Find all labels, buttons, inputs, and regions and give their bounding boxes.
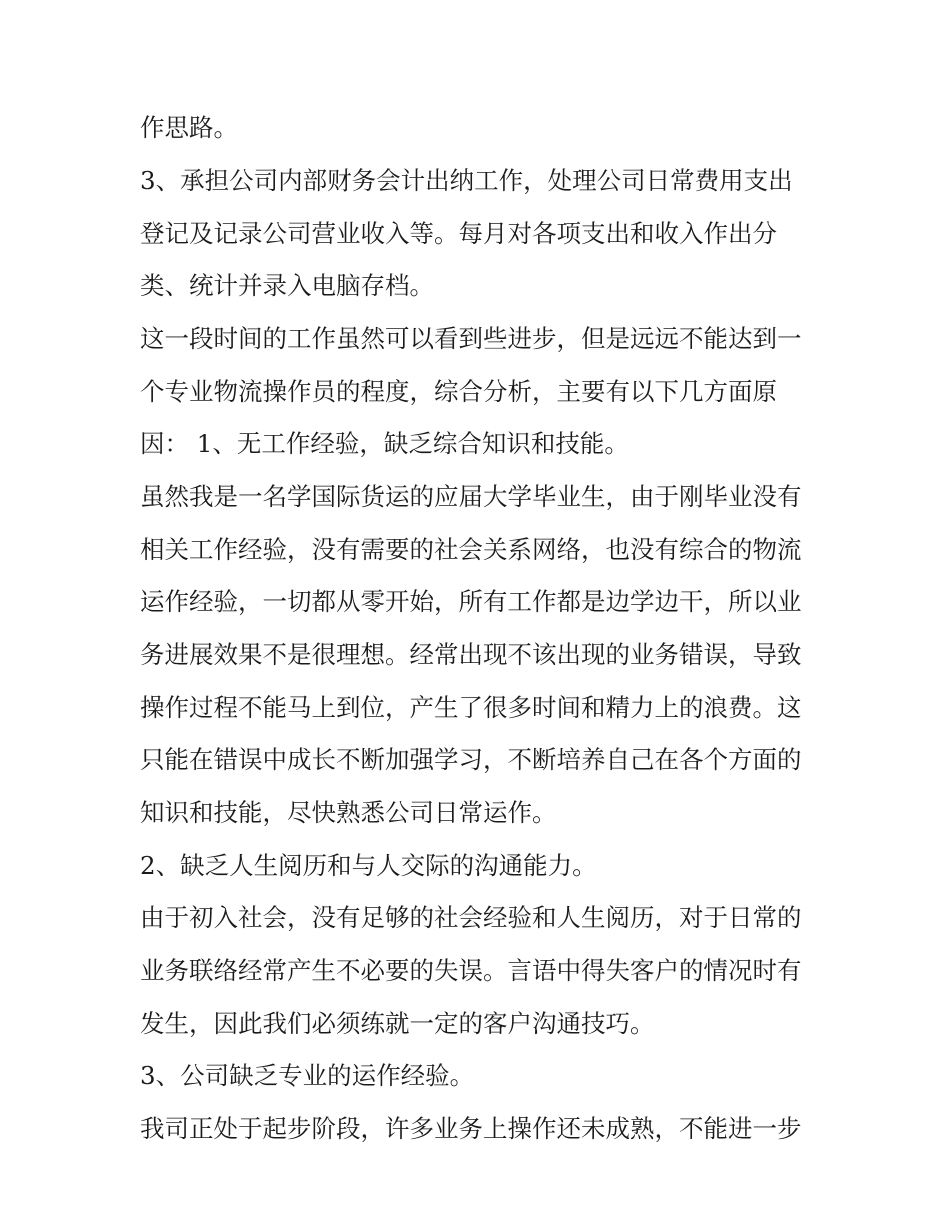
text-line: 相关工作经验，没有需要的社会关系网络，也没有综合的物流 xyxy=(140,535,802,564)
text-line: 知识和技能，尽快熟悉公司日常运作。 xyxy=(140,798,557,827)
text-line: 因： 1、无工作经验，缺乏综合知识和技能。 xyxy=(140,429,629,458)
text-line: 3、公司缺乏专业的运作经验。 xyxy=(140,1061,475,1090)
text-line: 3、承担公司内部财务会计出纳工作，处理公司日常费用支出 xyxy=(140,166,793,195)
text-line: 操作过程不能马上到位，产生了很多时间和精力上的浪费。这 xyxy=(140,693,802,722)
text-line: 只能在错误中成长不断加强学习，不断培养自己在各个方面的 xyxy=(140,745,802,774)
text-line: 这一段时间的工作虽然可以看到些进步，但是远远不能达到一 xyxy=(140,324,802,353)
text-line: 类、统计并录入电脑存档。 xyxy=(140,271,434,300)
text-line: 务进展效果不是很理想。经常出现不该出现的业务错误，导致 xyxy=(140,640,802,669)
text-line: 运作经验，一切都从零开始，所有工作都是边学边干，所以业 xyxy=(140,587,802,616)
text-line: 业务联络经常产生不必要的失误。言语中得失客户的情况时有 xyxy=(140,956,802,985)
text-line: 由于初入社会，没有足够的社会经验和人生阅历，对于日常的 xyxy=(140,903,802,932)
text-line: 2、缺乏人生阅历和与人交际的沟通能力。 xyxy=(140,851,597,880)
text-line: 作思路。 xyxy=(140,113,238,142)
text-line: 个专业物流操作员的程度，综合分析，主要有以下几方面原 xyxy=(140,377,777,406)
text-line: 发生，因此我们必须练就一定的客户沟通技巧。 xyxy=(140,1009,655,1038)
text-line: 我司正处于起步阶段，许多业务上操作还未成熟，不能进一步 xyxy=(140,1114,802,1143)
text-line: 虽然我是一名学国际货运的应届大学毕业生，由于刚毕业没有 xyxy=(140,482,802,511)
text-line: 登记及记录公司营业收入等。每月对各项支出和收入作出分 xyxy=(140,219,777,248)
